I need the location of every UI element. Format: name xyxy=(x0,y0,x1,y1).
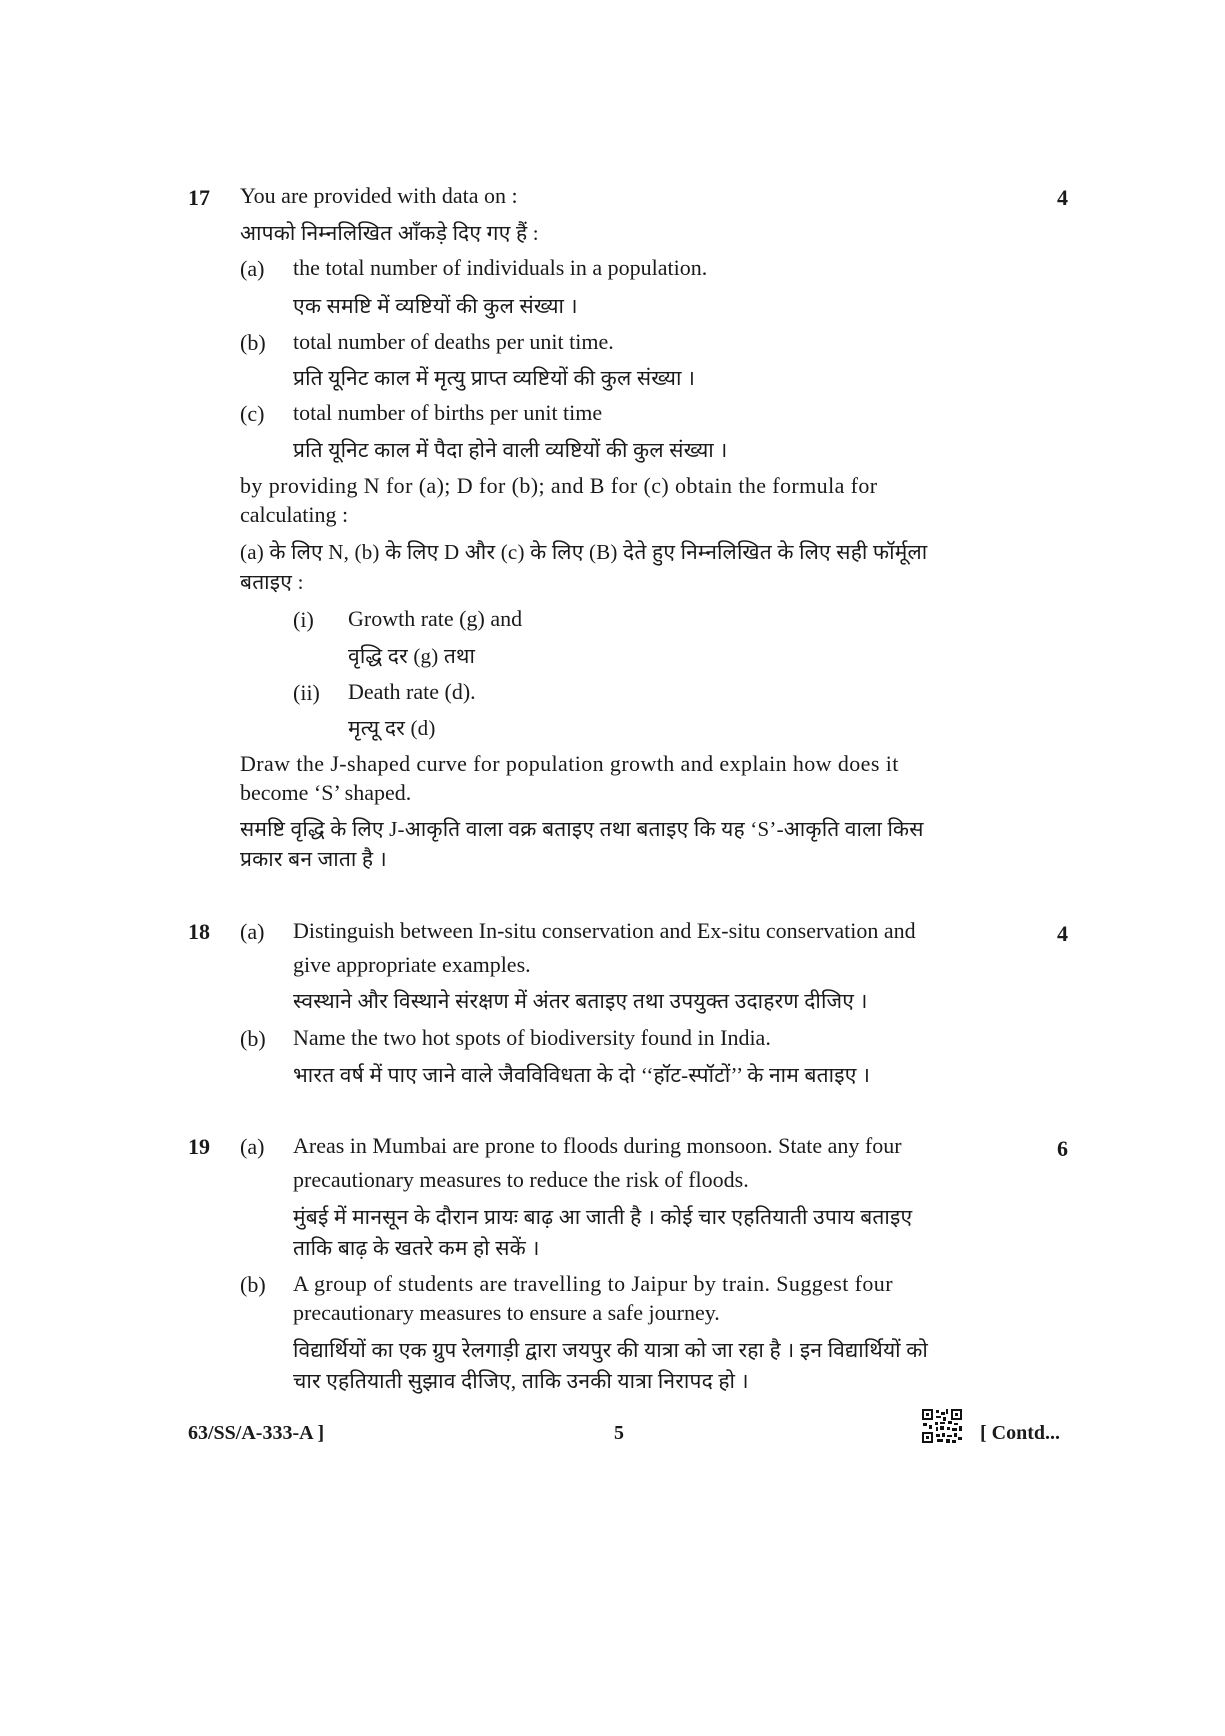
q17-a-hi: एक समष्टि में व्यष्टियों की कुल संख्या । xyxy=(293,294,578,318)
q19-a-hi-2: ताकि बाढ़ के खतरे कम हो सकें । xyxy=(293,1236,540,1260)
q17-draw-hi-2: प्रकार बन जाता है । xyxy=(240,847,387,871)
question-marks: 4 xyxy=(1057,921,1068,946)
q18-b-hi: भारत वर्ष में पाए जाने वाले जैवविविधता के दो ‘‘हॉट-स्पॉटों’’ के नाम बताइए । xyxy=(293,1063,871,1087)
q19-a-hi-1: मुंबई में मानसून के दौरान प्रायः बाढ़ आ जाती है । कोई चार एहतियाती उपाय बताइए xyxy=(293,1205,913,1229)
q18-a-en-1: Distinguish between In-situ conservation and Ex-situ conservation and xyxy=(293,918,916,943)
q19-b-en-2: precautionary measures to ensure a safe journey. xyxy=(293,1300,720,1325)
q19-a-en-1: Areas in Mumbai are prone to floods during monsoon. State any four xyxy=(293,1133,902,1158)
q19-a-en-2: precautionary measures to reduce the risk of floods. xyxy=(293,1167,749,1192)
q17-a-label: (a) xyxy=(240,256,265,281)
question-marks: 4 xyxy=(1057,185,1068,210)
page-footer xyxy=(0,1415,1225,1455)
q18-a-en-2: give appropriate examples. xyxy=(293,952,531,977)
paper-code: 63/SS/A-333-A ] xyxy=(188,1422,325,1444)
question-number: 17 xyxy=(188,185,210,210)
q19-b-label: (b) xyxy=(240,1272,266,1297)
q18-b-en: Name the two hot spots of biodiversity found in India. xyxy=(293,1025,771,1050)
q17-ii-hi: मृत्यू दर (d) xyxy=(348,716,436,740)
continued-label: [ Contd... xyxy=(980,1422,1061,1444)
q17-i-label: (i) xyxy=(293,607,314,632)
q17-intro-en: You are provided with data on : xyxy=(240,183,518,208)
q17-c-label: (c) xyxy=(240,401,265,426)
q19-b-hi-2: चार एहतियाती सुझाव दीजिए, ताकि उनकी यात्रा निरापद हो । xyxy=(293,1369,749,1393)
q17-draw-en-1: Draw the J-shaped curve for population growth and explain how does it xyxy=(240,751,899,776)
q18-a-label: (a) xyxy=(240,919,265,944)
q17-a-en: the total number of individuals in a population. xyxy=(293,255,708,280)
q17-c-en: total number of births per unit time xyxy=(293,400,603,425)
q17-c-hi: प्रति यूनिट काल में पैदा होने वाली व्यष्टियों की कुल संख्या । xyxy=(293,438,728,462)
q17-formula-hi-2: बताइए : xyxy=(240,570,304,594)
q19-a-label: (a) xyxy=(240,1134,265,1159)
q17-draw-en-2: become ‘S’ shaped. xyxy=(240,780,412,805)
q18-b-label: (b) xyxy=(240,1026,266,1051)
q17-ii-en: Death rate (d). xyxy=(348,679,476,704)
q17-formula-en-1: by providing N for (a); D for (b); and B for (c) obtain the formula for xyxy=(240,473,878,498)
q17-i-en: Growth rate (g) and xyxy=(348,606,523,631)
q17-b-en: total number of deaths per unit time. xyxy=(293,329,614,354)
q17-intro-hi: आपको निम्नलिखित आँकड़े दिए गए हैं : xyxy=(240,221,539,245)
page-number: 5 xyxy=(614,1422,624,1444)
question-marks: 6 xyxy=(1057,1136,1068,1161)
q17-formula-en-2: calculating : xyxy=(240,502,349,527)
q17-draw-hi-1: समष्टि वृद्धि के लिए J-आकृति वाला वक्र बताइए तथा बताइए कि यह ‘S’-आकृति वाला किस xyxy=(240,817,924,841)
q19-b-en-1: A group of students are travelling to Jaipur by train. Suggest four xyxy=(293,1271,893,1296)
qr-code-icon xyxy=(922,1409,962,1443)
q18-a-hi: स्वस्थाने और विस्थाने संरक्षण में अंतर बताइए तथा उपयुक्त उदाहरण दीजिए । xyxy=(293,989,868,1013)
q17-b-hi: प्रति यूनिट काल में मृत्यु प्राप्त व्यष्टियों की कुल संख्या । xyxy=(293,366,696,390)
question-number: 19 xyxy=(188,1134,210,1159)
q17-ii-label: (ii) xyxy=(293,680,320,705)
q17-formula-hi-1: (a) के लिए N, (b) के लिए D और (c) के लिए (B) देते हुए निम्नलिखित के लिए सही फॉर्मूला xyxy=(240,540,928,564)
q17-i-hi: वृद्धि दर (g) तथा xyxy=(348,644,476,668)
q17-b-label: (b) xyxy=(240,330,266,355)
q19-b-hi-1: विद्यार्थियों का एक ग्रुप रेलगाड़ी द्वारा जयपुर की यात्रा को जा रहा है । इन विद्यार्थियों को xyxy=(293,1338,929,1362)
question-number: 18 xyxy=(188,919,210,944)
